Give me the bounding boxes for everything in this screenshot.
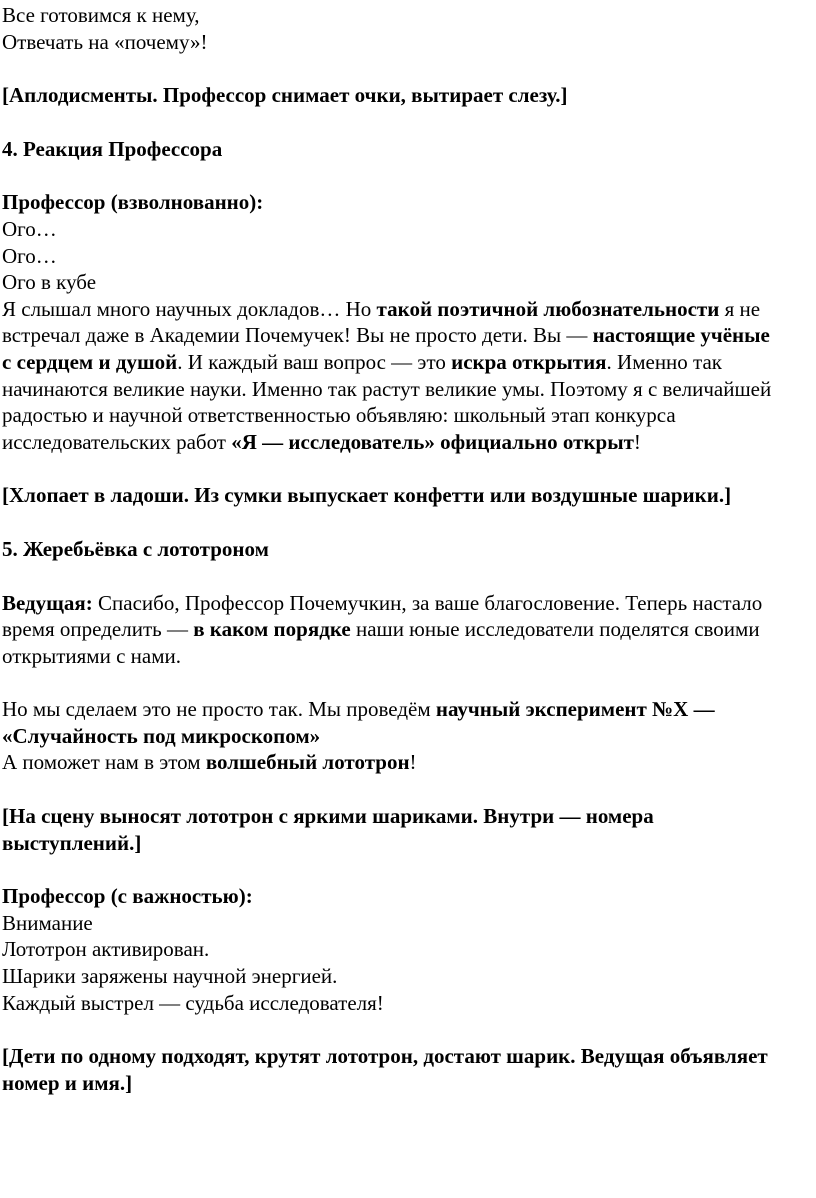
bold-run: волшебный лототрон (205, 750, 410, 775)
bold-run: в каком порядке (193, 617, 351, 642)
text-run: . И каждый ваш вопрос — это (177, 349, 452, 374)
text-run: Но мы сделаем это не просто так. Мы проведём (2, 697, 436, 722)
speaker-label: Профессор (с важностью): (2, 884, 253, 909)
stage-direction: [Аплодисменты. Профессор снимает очки, вытирает слезу.] (2, 83, 568, 108)
text-run: ! (633, 429, 641, 454)
speech-line: Ого… (2, 216, 57, 241)
bold-run: «Я — исследователь» официально открыт (231, 429, 634, 454)
speech-line: Внимание (2, 910, 93, 935)
speaker-label: Профессор (взволнованно): (2, 190, 264, 215)
text-run: наши юные исследователи поделятся своими открытиями с нами. (2, 617, 760, 668)
stage-direction: [На сцену выносят лототрон с яркими шариками. Внутри — номера выступлений.] (2, 804, 654, 855)
speech-line: Шарики заряжены научной энергией. (2, 964, 338, 989)
verse-line: Все готовимся к нему, (2, 3, 200, 27)
text-run: Спасибо, Профессор Почемучкин, за ваше благословение. Теперь настало время определить — (2, 590, 763, 642)
bold-run: искра открытия (451, 349, 607, 374)
professor-speech (2, 296, 778, 456)
bold-run: научный эксперимент №X — «Случайность под микроскопом» (2, 697, 715, 748)
lototron-line (2, 749, 778, 776)
section-title: 4. Реакция Профессора (2, 136, 223, 161)
verse-line: Отвечать на «почему»! (2, 29, 208, 54)
text-run: А поможет нам в этом (2, 750, 206, 775)
speech-line: Ого в кубе (2, 270, 97, 295)
bold-run: Ведущая: (2, 590, 93, 615)
speech-line: Ого… (2, 243, 57, 268)
host-paragraph (2, 590, 778, 670)
speech-line: Каждый выстрел — судьба исследователя! (2, 990, 384, 1015)
stage-direction: [Хлопает в ладоши. Из сумки выпускает конфетти или воздушные шарики.] (2, 483, 732, 508)
section-title: 5. Жеребьёвка с лототроном (2, 536, 269, 561)
stage-direction: [Дети по одному подходят, крутят лототрон, достают шарик. Ведущая объявляет номер и имя.] (2, 1044, 768, 1095)
text-run: . Именно так начинаются великие науки. Именно так растут великие умы. Поэтому я с величайшей радостью и научной ответственностью объявляю: школьный этап конкурса исследовательских работ (2, 349, 772, 454)
text-run: ! (409, 750, 417, 775)
speech-line: Лототрон активирован. (2, 937, 210, 962)
experiment-paragraph (2, 696, 778, 749)
bold-run: настоящие учёные с сердцем и душой (2, 323, 770, 374)
text-run: Я слышал много научных докладов… Но (2, 296, 377, 321)
bold-run: такой поэтичной любознательности (376, 296, 720, 321)
text-run: я не встречал даже в Академии Почемучек! Вы не просто дети. Вы — (2, 296, 761, 348)
